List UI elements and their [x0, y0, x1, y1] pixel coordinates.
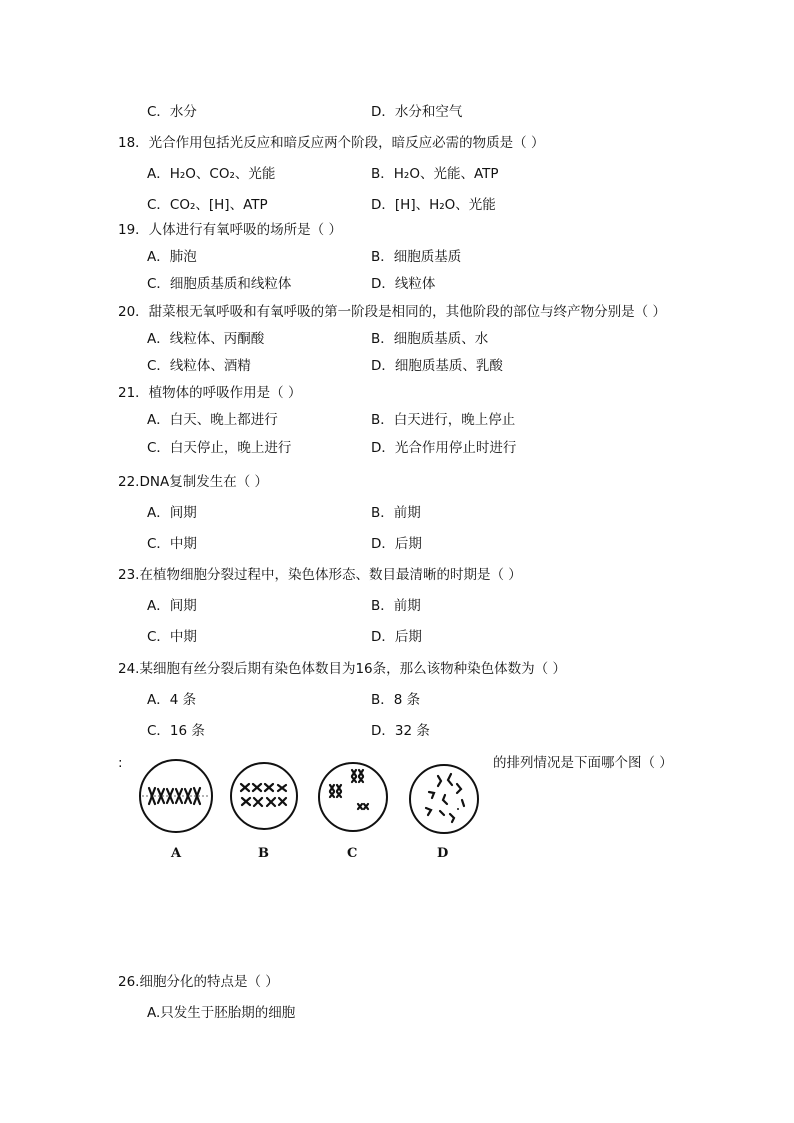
q23-option-a: A．间期 — [147, 598, 197, 614]
q22-stem: 22.DNA复制发生在（ ） — [118, 474, 268, 490]
q20-stem: 20．甜菜根无氧呼吸和有氧呼吸的第一阶段是相同的，其他阶段的部位与终产物分别是（ ） — [118, 304, 666, 320]
cell-figure-c — [316, 760, 390, 834]
q21-option-c: C．白天停止，晚上进行 — [147, 440, 292, 456]
q23-stem: 23.在植物细胞分裂过程中，染色体形态、数目最清晰的时期是（ ） — [118, 567, 522, 583]
q18-option-c: C．CO₂、[H]、ATP — [147, 197, 268, 213]
q20-option-b: B．细胞质基质、水 — [371, 331, 489, 347]
q19-stem: 19．人体进行有氧呼吸的场所是（ ） — [118, 222, 342, 238]
q24-option-a: A．4 条 — [147, 692, 197, 708]
figure-label-d: D — [437, 846, 449, 861]
q24-option-d: D．32 条 — [371, 723, 430, 739]
q21-option-a: A．白天、晚上都进行 — [147, 412, 278, 428]
q25-stem-mark: : — [118, 755, 123, 771]
q18-option-b: B．H₂O、光能、ATP — [371, 166, 499, 182]
q26-option-a: A.只发生于胚胎期的细胞 — [147, 1005, 296, 1021]
q24-option-c: C．16 条 — [147, 723, 205, 739]
q21-option-b: B．白天进行，晚上停止 — [371, 412, 516, 428]
q21-option-d: D．光合作用停止时进行 — [371, 440, 517, 456]
q22-option-b: B．前期 — [371, 505, 421, 521]
q18-option-d: D．[H]、H₂O、光能 — [371, 197, 496, 213]
q26-stem: 26.细胞分化的特点是（ ） — [118, 974, 279, 990]
q22-option-d: D．后期 — [371, 536, 422, 552]
q24-stem: 24.某细胞有丝分裂后期有染色体数目为16条，那么该物种染色体数为（ ） — [118, 661, 566, 677]
cell-figure-a — [136, 756, 216, 836]
q23-option-b: B．前期 — [371, 598, 421, 614]
cell-figure-b — [228, 760, 300, 832]
q19-option-d: D．线粒体 — [371, 276, 436, 292]
q22-option-a: A．间期 — [147, 505, 197, 521]
q20-option-c: C．线粒体、酒精 — [147, 358, 251, 374]
q17-option-c: C．水分 — [147, 104, 197, 120]
q19-option-a: A．肺泡 — [147, 249, 197, 265]
q17-option-d: D．水分和空气 — [371, 104, 463, 120]
figure-label-a: A — [171, 846, 182, 861]
q18-stem: 18．光合作用包括光反应和暗反应两个阶段，暗反应必需的物质是（ ） — [118, 135, 545, 151]
figure-label-b: B — [258, 846, 269, 861]
q20-option-d: D．细胞质基质、乳酸 — [371, 358, 503, 374]
q20-option-a: A．线粒体、丙酮酸 — [147, 331, 265, 347]
q23-option-d: D．后期 — [371, 629, 422, 645]
q21-stem: 21．植物体的呼吸作用是（ ） — [118, 385, 302, 401]
q18-option-a: A．H₂O、CO₂、光能 — [147, 166, 276, 182]
q19-option-c: C．细胞质基质和线粒体 — [147, 276, 292, 292]
q24-option-b: B．8 条 — [371, 692, 421, 708]
q23-option-c: C．中期 — [147, 629, 197, 645]
q22-option-c: C．中期 — [147, 536, 197, 552]
q19-option-b: B．细胞质基质 — [371, 249, 462, 265]
cell-figure-d — [407, 762, 481, 836]
figure-label-c: C — [347, 846, 358, 861]
q25-stem-fragment: 的排列情况是下面哪个图（ ） — [493, 755, 673, 771]
